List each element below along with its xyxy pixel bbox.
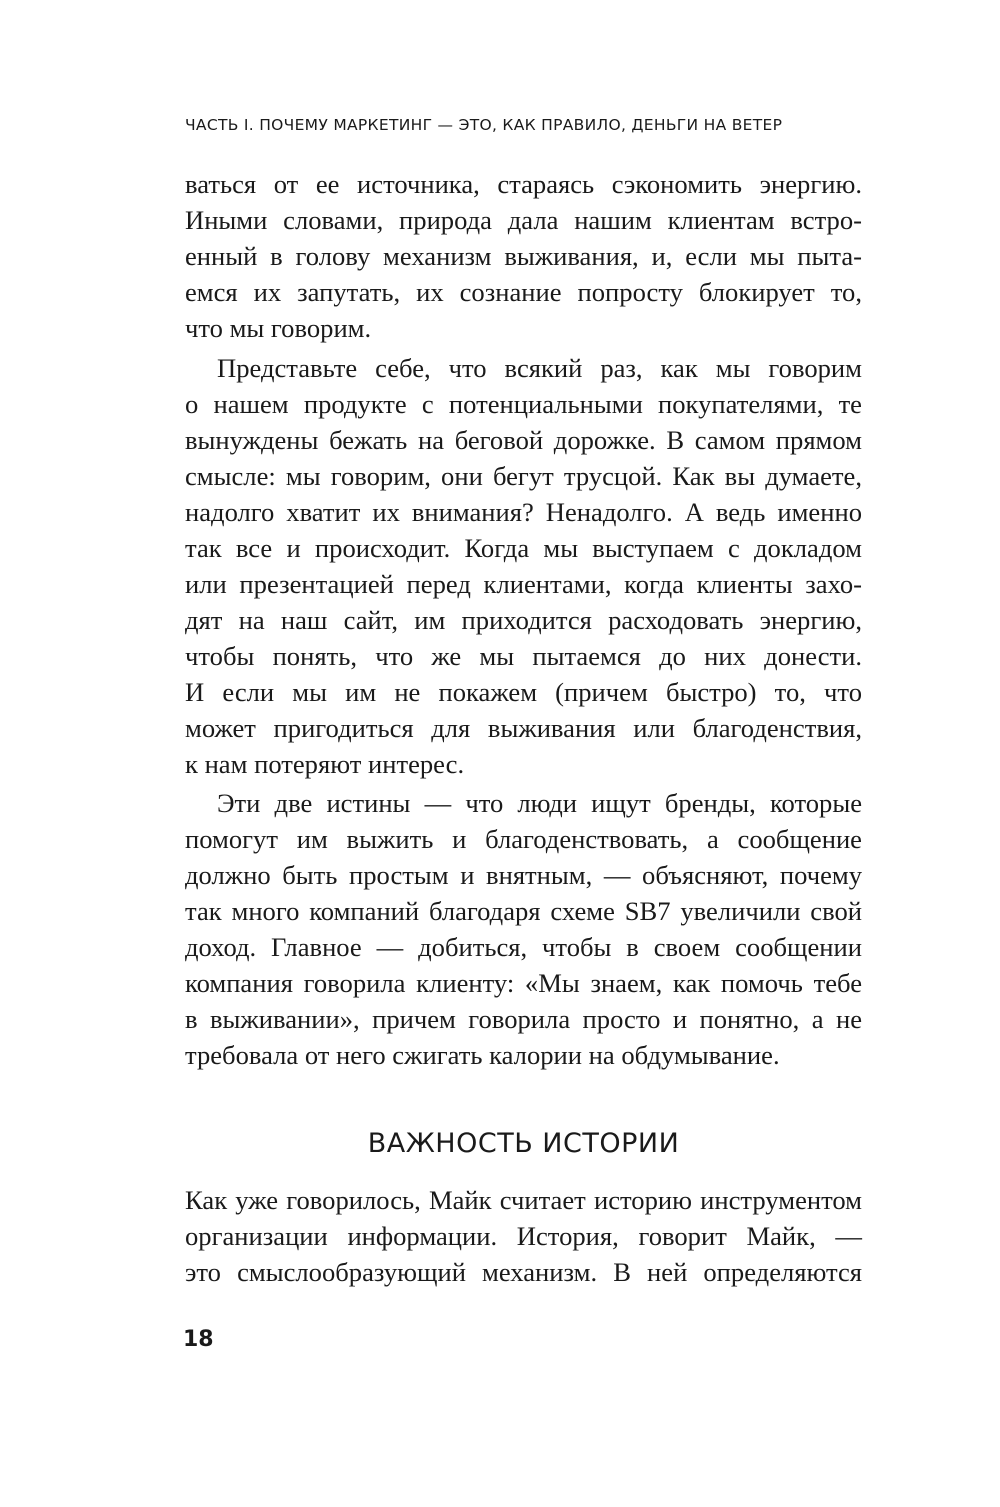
text-line: компания говорила клиенту: «Мы знаем, как помочь тебе — [185, 968, 862, 998]
text-line: в выживании», причем говорила просто и понятно, а не — [185, 1004, 862, 1034]
text-line: емся их запутать, их сознание попросту блокирует то, — [185, 277, 862, 307]
text-line: вынуждены бежать на беговой дорожке. В самом прямом — [185, 425, 862, 455]
text-line: надолго хватит их внимания? Ненадолго. А ведь именно — [185, 497, 862, 527]
text-line: дят на наш сайт, им приходится расходовать энергию, — [185, 605, 862, 635]
page-number: 18 — [183, 1327, 214, 1352]
text-line: о нашем продукте с потенциальными покупателями, те — [185, 389, 862, 419]
text-line: ваться от ее источника, стараясь сэкономить энергию. — [185, 169, 862, 199]
text-line: так много компаний благодаря схеме SB7 увеличили свой — [185, 896, 862, 926]
text-line: Иными словами, природа дала нашим клиентам встро- — [185, 205, 862, 235]
text-line: к нам потеряют интерес. — [185, 749, 465, 779]
text-line: должно быть простым и внятным, — объясняют, почему — [185, 860, 862, 890]
text-line: организации информации. История, говорит Майк, — — [185, 1221, 862, 1251]
text-line: так все и происходит. Когда мы выступаем с докладом — [185, 533, 862, 563]
section-heading: ВАЖНОСТЬ ИСТОРИИ — [367, 1128, 680, 1159]
paragraph-2 — [185, 350, 862, 782]
text-line: доход. Главное — добиться, чтобы в своем сообщении — [185, 932, 862, 962]
text-line: или презентацией перед клиентами, когда клиенты захо- — [185, 569, 862, 599]
running-head: ЧАСТЬ I. ПОЧЕМУ МАРКЕТИНГ — ЭТО, КАК ПРАВИЛО, ДЕНЬГИ НА ВЕТЕР — [185, 116, 783, 134]
section-paragraph — [185, 1182, 862, 1290]
text-line: чтобы понять, что же мы пытаемся до них донести. — [185, 641, 862, 671]
text-line: смысле: мы говорим, они бегут трусцой. Как вы думаете, — [185, 461, 862, 491]
text-line: может пригодиться для выживания или благоденствия, — [185, 713, 862, 743]
text-line: это смыслообразующий механизм. В ней определяются — [185, 1257, 862, 1287]
text-line: Представьте себе, что всякий раз, как мы говорим — [217, 353, 862, 383]
text-line: Эти две истины — что люди ищут бренды, которые — [217, 788, 862, 818]
text-line: требовала от него сжигать калории на обдумывание. — [185, 1040, 780, 1070]
text-line: что мы говорим. — [185, 313, 372, 343]
paragraph-1 — [185, 166, 862, 346]
paragraph-3 — [185, 785, 862, 1073]
text-line: енный в голову механизм выживания, и, если мы пыта- — [185, 241, 862, 271]
text-line: И если мы им не покажем (причем быстро) то, что — [185, 677, 862, 707]
text-line: Как уже говорилось, Майк считает историю инструментом — [185, 1185, 862, 1215]
text-line: помогут им выжить и благоденствовать, а сообщение — [185, 824, 862, 854]
